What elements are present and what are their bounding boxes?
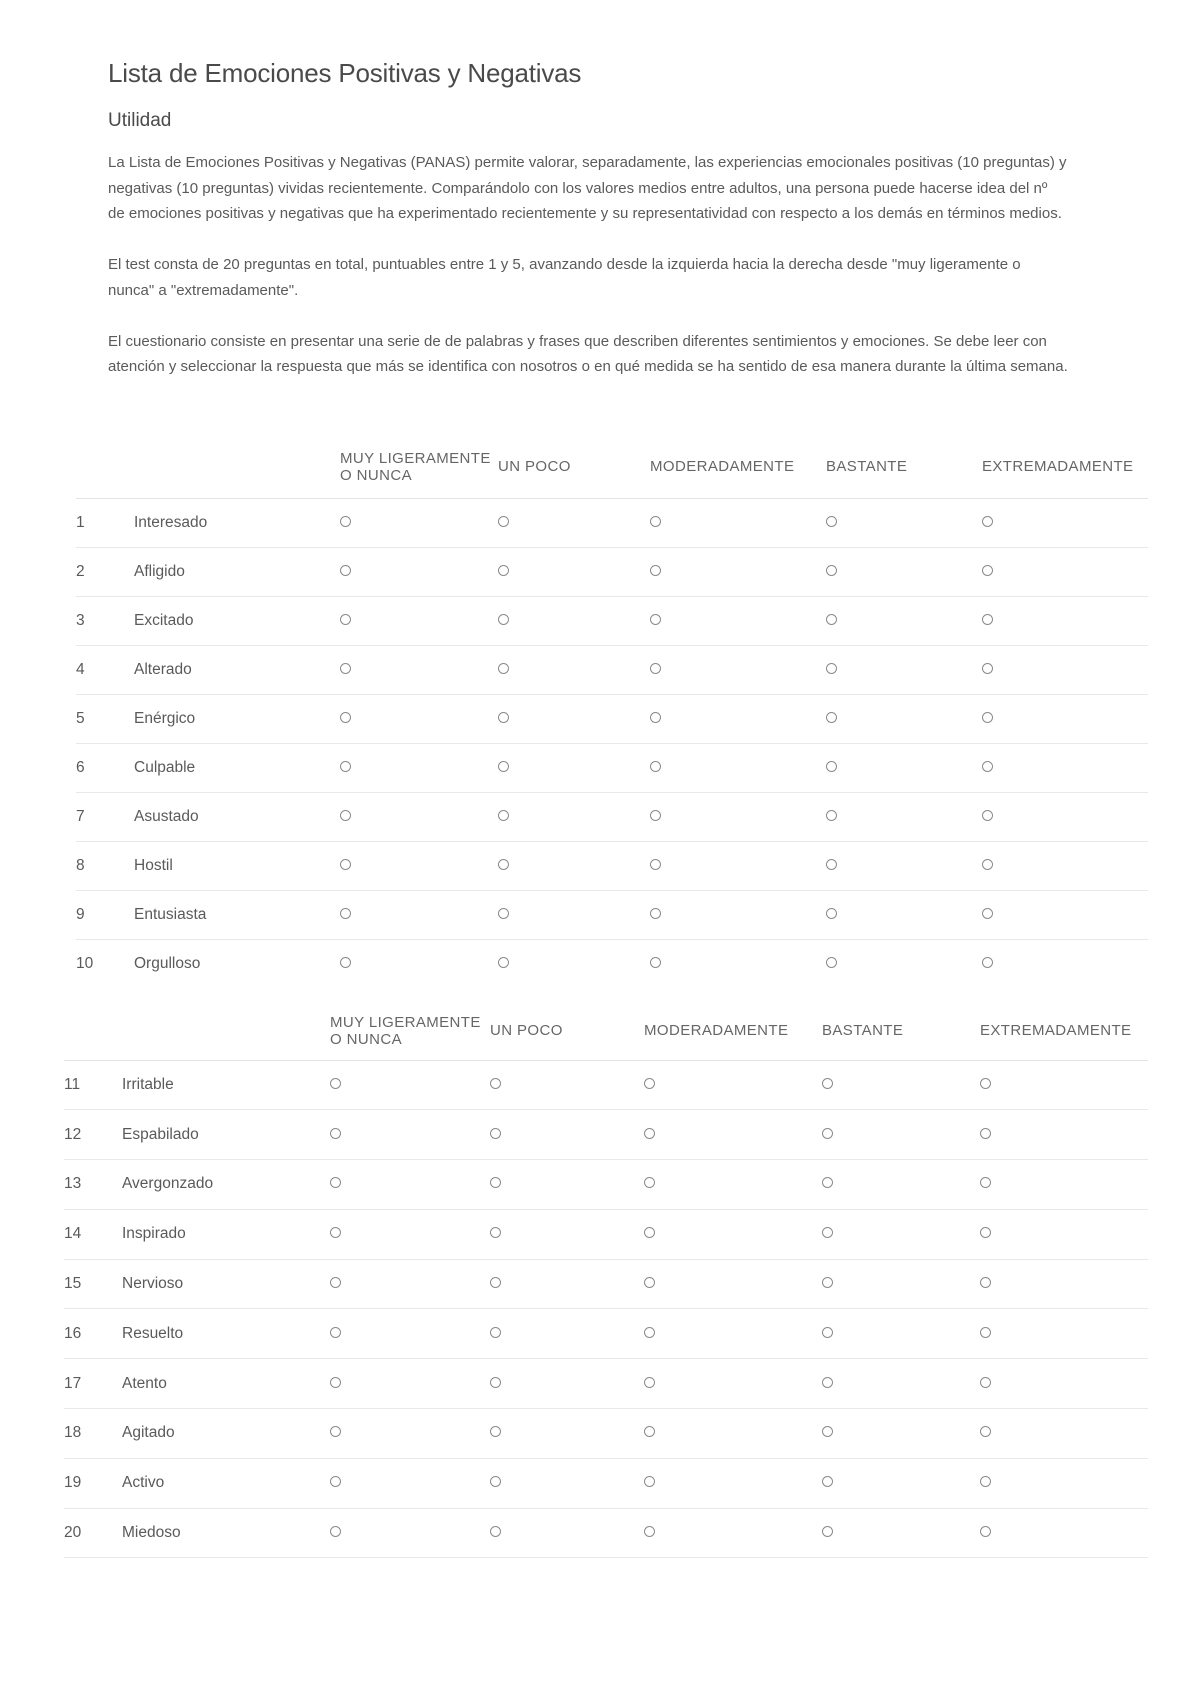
option-cell — [650, 694, 826, 743]
option-cell — [826, 498, 982, 547]
radio-option-3[interactable] — [644, 1327, 655, 1338]
radio-option-1[interactable] — [340, 859, 351, 870]
header-option-1: MUY LIGERAMENTE O NUNCA — [330, 1002, 490, 1060]
radio-option-4[interactable] — [826, 908, 837, 919]
option-cell — [644, 1409, 822, 1459]
radio-option-5[interactable] — [980, 1227, 991, 1238]
option-cell — [340, 743, 498, 792]
option-cell — [980, 1060, 1148, 1110]
table-row — [76, 743, 1148, 792]
option-cell — [980, 1409, 1148, 1459]
item-emotion-label: Alterado — [134, 645, 340, 694]
option-cell — [490, 1508, 644, 1558]
radio-option-2[interactable] — [498, 810, 509, 821]
radio-option-1[interactable] — [330, 1078, 341, 1089]
option-cell — [498, 792, 650, 841]
item-number: 1 — [76, 498, 134, 547]
radio-option-2[interactable] — [498, 712, 509, 723]
item-number: 7 — [76, 792, 134, 841]
radio-option-3[interactable] — [644, 1377, 655, 1388]
radio-option-2[interactable] — [498, 859, 509, 870]
table-row — [76, 694, 1148, 743]
option-cell — [982, 498, 1148, 547]
option-cell — [330, 1458, 490, 1508]
table-row — [76, 547, 1148, 596]
option-cell — [490, 1209, 644, 1259]
table-row — [76, 939, 1148, 988]
item-emotion-label: Avergonzado — [122, 1160, 330, 1210]
item-number: 14 — [64, 1209, 122, 1259]
option-cell — [650, 645, 826, 694]
option-cell — [822, 1508, 980, 1558]
table-row — [76, 645, 1148, 694]
option-cell — [340, 498, 498, 547]
radio-option-5[interactable] — [982, 663, 993, 674]
option-cell — [330, 1060, 490, 1110]
option-cell — [330, 1309, 490, 1359]
radio-option-2[interactable] — [498, 614, 509, 625]
option-cell — [650, 498, 826, 547]
item-emotion-label: Nervioso — [122, 1259, 330, 1309]
option-cell — [330, 1409, 490, 1459]
radio-option-2[interactable] — [490, 1327, 501, 1338]
table-row — [64, 1508, 1148, 1558]
item-number: 8 — [76, 841, 134, 890]
radio-option-4[interactable] — [822, 1426, 833, 1437]
header-option-3: MODERADAMENTE — [644, 1002, 822, 1060]
radio-option-1[interactable] — [340, 516, 351, 527]
option-cell — [644, 1060, 822, 1110]
radio-option-1[interactable] — [330, 1426, 341, 1437]
option-cell — [822, 1209, 980, 1259]
option-cell — [330, 1209, 490, 1259]
radio-option-5[interactable] — [982, 712, 993, 723]
radio-option-4[interactable] — [826, 810, 837, 821]
radio-option-2[interactable] — [490, 1277, 501, 1288]
table-header-row — [64, 1002, 1148, 1060]
option-cell — [498, 841, 650, 890]
option-cell — [490, 1458, 644, 1508]
item-emotion-label: Agitado — [122, 1409, 330, 1459]
option-cell — [330, 1359, 490, 1409]
radio-option-3[interactable] — [644, 1476, 655, 1487]
option-cell — [498, 694, 650, 743]
radio-option-3[interactable] — [650, 565, 661, 576]
item-emotion-label: Afligido — [134, 547, 340, 596]
radio-option-1[interactable] — [330, 1227, 341, 1238]
option-cell — [982, 890, 1148, 939]
item-number: 5 — [76, 694, 134, 743]
radio-option-5[interactable] — [980, 1526, 991, 1537]
option-cell — [982, 694, 1148, 743]
option-cell — [982, 939, 1148, 988]
header-option-2: UN POCO — [490, 1002, 644, 1060]
radio-option-1[interactable] — [330, 1476, 341, 1487]
page-title: Lista de Emociones Positivas y Negativas — [108, 58, 582, 88]
radio-option-5[interactable] — [982, 810, 993, 821]
table-row — [64, 1259, 1148, 1309]
radio-option-3[interactable] — [644, 1227, 655, 1238]
radio-option-3[interactable] — [650, 859, 661, 870]
option-cell — [650, 890, 826, 939]
radio-option-4[interactable] — [826, 957, 837, 968]
radio-option-3[interactable] — [650, 663, 661, 674]
radio-option-2[interactable] — [498, 565, 509, 576]
item-number: 16 — [64, 1309, 122, 1359]
radio-option-4[interactable] — [826, 663, 837, 674]
option-cell — [330, 1160, 490, 1210]
item-number: 12 — [64, 1110, 122, 1160]
option-cell — [822, 1259, 980, 1309]
option-cell — [650, 841, 826, 890]
radio-option-3[interactable] — [644, 1426, 655, 1437]
radio-option-3[interactable] — [644, 1526, 655, 1537]
radio-option-5[interactable] — [982, 908, 993, 919]
option-cell — [498, 939, 650, 988]
radio-option-3[interactable] — [650, 810, 661, 821]
table-row — [64, 1309, 1148, 1359]
radio-option-3[interactable] — [650, 712, 661, 723]
radio-option-5[interactable] — [982, 565, 993, 576]
item-emotion-label: Culpable — [134, 743, 340, 792]
radio-option-4[interactable] — [822, 1277, 833, 1288]
radio-option-1[interactable] — [330, 1277, 341, 1288]
radio-option-2[interactable] — [490, 1128, 501, 1139]
radio-option-1[interactable] — [330, 1526, 341, 1537]
option-cell — [340, 890, 498, 939]
radio-option-3[interactable] — [650, 761, 661, 772]
option-cell — [650, 596, 826, 645]
option-cell — [822, 1409, 980, 1459]
option-cell — [340, 841, 498, 890]
radio-option-1[interactable] — [340, 663, 351, 674]
radio-option-1[interactable] — [340, 614, 351, 625]
header-number — [76, 436, 134, 498]
radio-option-2[interactable] — [498, 761, 509, 772]
radio-option-5[interactable] — [980, 1277, 991, 1288]
radio-option-2[interactable] — [498, 908, 509, 919]
radio-option-1[interactable] — [330, 1128, 341, 1139]
item-number: 9 — [76, 890, 134, 939]
item-number: 20 — [64, 1508, 122, 1558]
radio-option-2[interactable] — [498, 957, 509, 968]
radio-option-2[interactable] — [498, 516, 509, 527]
table-row — [64, 1359, 1148, 1409]
option-cell — [644, 1160, 822, 1210]
option-cell — [330, 1508, 490, 1558]
item-number: 13 — [64, 1160, 122, 1210]
radio-option-3[interactable] — [644, 1128, 655, 1139]
option-cell — [498, 498, 650, 547]
radio-option-1[interactable] — [340, 712, 351, 723]
item-emotion-label: Atento — [122, 1359, 330, 1409]
radio-option-5[interactable] — [980, 1327, 991, 1338]
option-cell — [490, 1309, 644, 1359]
option-cell — [340, 645, 498, 694]
radio-option-1[interactable] — [330, 1377, 341, 1388]
radio-option-4[interactable] — [822, 1177, 833, 1188]
radio-option-2[interactable] — [490, 1476, 501, 1487]
table-row — [76, 792, 1148, 841]
radio-option-1[interactable] — [340, 565, 351, 576]
radio-option-1[interactable] — [330, 1177, 341, 1188]
table-row — [76, 498, 1148, 547]
radio-option-3[interactable] — [644, 1177, 655, 1188]
option-cell — [498, 743, 650, 792]
option-cell — [490, 1259, 644, 1309]
table-row — [64, 1110, 1148, 1160]
item-number: 10 — [76, 954, 94, 972]
header-option-5: EXTREMADAMENTE — [980, 1002, 1148, 1060]
panas-table-2 — [64, 1002, 1148, 1558]
radio-option-4[interactable] — [822, 1078, 833, 1089]
item-emotion-label: Asustado — [134, 792, 340, 841]
radio-option-1[interactable] — [340, 761, 351, 772]
radio-option-1[interactable] — [330, 1327, 341, 1338]
option-cell — [498, 890, 650, 939]
option-cell — [826, 596, 982, 645]
option-cell — [490, 1409, 644, 1459]
radio-option-4[interactable] — [822, 1327, 833, 1338]
option-cell — [822, 1458, 980, 1508]
option-cell — [982, 547, 1148, 596]
radio-option-4[interactable] — [826, 565, 837, 576]
item-emotion-label: Hostil — [134, 841, 340, 890]
option-cell — [980, 1359, 1148, 1409]
option-cell — [490, 1359, 644, 1409]
option-cell — [982, 645, 1148, 694]
radio-option-2[interactable] — [490, 1177, 501, 1188]
table-row — [76, 596, 1148, 645]
radio-option-5[interactable] — [980, 1377, 991, 1388]
header-emotion — [122, 1002, 330, 1060]
table-row — [64, 1060, 1148, 1110]
radio-option-2[interactable] — [498, 663, 509, 674]
option-cell — [822, 1160, 980, 1210]
radio-option-3[interactable] — [644, 1277, 655, 1288]
option-cell — [340, 694, 498, 743]
radio-option-2[interactable] — [490, 1426, 501, 1437]
item-emotion-label: Irritable — [122, 1060, 330, 1110]
option-cell — [498, 547, 650, 596]
option-cell — [340, 792, 498, 841]
table-row — [76, 841, 1148, 890]
option-cell — [980, 1259, 1148, 1309]
option-cell — [826, 743, 982, 792]
item-emotion-label: Resuelto — [122, 1309, 330, 1359]
option-cell — [982, 596, 1148, 645]
radio-option-3[interactable] — [650, 614, 661, 625]
table-row — [76, 890, 1148, 939]
option-cell — [826, 890, 982, 939]
item-number: 18 — [64, 1409, 122, 1459]
header-option-4: BASTANTE — [822, 1002, 980, 1060]
option-cell — [490, 1110, 644, 1160]
item-emotion-label: Excitado — [134, 596, 340, 645]
radio-option-4[interactable] — [822, 1377, 833, 1388]
option-cell — [498, 645, 650, 694]
header-option-2: UN POCO — [498, 436, 650, 498]
radio-option-4[interactable] — [826, 516, 837, 527]
table-row — [64, 1209, 1148, 1259]
option-cell — [822, 1110, 980, 1160]
radio-option-2[interactable] — [490, 1526, 501, 1537]
option-cell — [826, 645, 982, 694]
radio-option-2[interactable] — [490, 1078, 501, 1089]
option-cell — [650, 939, 826, 988]
option-cell — [644, 1209, 822, 1259]
item-emotion-label: Activo — [122, 1458, 330, 1508]
option-cell — [644, 1458, 822, 1508]
radio-option-5[interactable] — [982, 761, 993, 772]
item-emotion-label: Espabilado — [122, 1110, 330, 1160]
header-option-3: MODERADAMENTE — [650, 436, 826, 498]
radio-option-5[interactable] — [980, 1177, 991, 1188]
option-cell — [650, 743, 826, 792]
section-title-utilidad: Utilidad — [108, 110, 172, 131]
option-cell — [980, 1209, 1148, 1259]
radio-option-1[interactable] — [340, 810, 351, 821]
radio-option-4[interactable] — [826, 614, 837, 625]
radio-option-5[interactable] — [980, 1128, 991, 1139]
option-cell — [490, 1060, 644, 1110]
option-cell — [340, 939, 498, 988]
option-cell — [980, 1110, 1148, 1160]
option-cell — [330, 1110, 490, 1160]
table-row — [64, 1160, 1148, 1210]
option-cell — [826, 792, 982, 841]
option-cell — [644, 1359, 822, 1409]
radio-option-4[interactable] — [822, 1128, 833, 1139]
radio-option-4[interactable] — [822, 1526, 833, 1537]
item-emotion-label: Entusiasta — [134, 890, 340, 939]
option-cell — [980, 1508, 1148, 1558]
option-cell — [644, 1259, 822, 1309]
panas-table-1 — [76, 436, 1148, 988]
table-row — [64, 1458, 1148, 1508]
option-cell — [490, 1160, 644, 1210]
intro-paragraph-3: El cuestionario consiste en presentar una serie de de palabras y frases que describen diferentes sentimientos y emociones. Se debe leer con atención y seleccionar la respuesta que más se identifica con nosotros o en qué medida se ha sentido de esa manera durante la última semana. — [108, 332, 1068, 375]
radio-option-3[interactable] — [650, 908, 661, 919]
radio-option-5[interactable] — [982, 614, 993, 625]
option-cell — [822, 1359, 980, 1409]
item-number: 15 — [64, 1259, 122, 1309]
option-cell — [644, 1309, 822, 1359]
option-cell — [826, 547, 982, 596]
option-cell — [650, 547, 826, 596]
table-row — [64, 1409, 1148, 1459]
radio-option-5[interactable] — [980, 1426, 991, 1437]
item-emotion-label: Orgulloso — [134, 954, 201, 972]
option-cell — [340, 547, 498, 596]
item-number: 19 — [64, 1458, 122, 1508]
radio-option-3[interactable] — [650, 957, 661, 968]
option-cell — [826, 694, 982, 743]
option-cell — [330, 1259, 490, 1309]
option-cell — [982, 792, 1148, 841]
item-emotion-label: Interesado — [134, 498, 340, 547]
option-cell — [982, 743, 1148, 792]
radio-option-5[interactable] — [980, 1476, 991, 1487]
item-number: 3 — [76, 596, 134, 645]
header-emotion — [134, 436, 340, 498]
item-number: 17 — [64, 1359, 122, 1409]
option-cell — [826, 939, 982, 988]
option-cell — [980, 1458, 1148, 1508]
item-emotion-label: Miedoso — [122, 1508, 330, 1558]
intro-paragraph-2: El test consta de 20 preguntas en total, puntuables entre 1 y 5, avanzando desde la izquierda hacia la derecha desde "muy ligeramente o nunca" a "extremadamente". — [108, 256, 1021, 299]
item-number: 6 — [76, 743, 134, 792]
radio-option-4[interactable] — [822, 1227, 833, 1238]
header-number — [64, 1002, 122, 1060]
radio-option-4[interactable] — [822, 1476, 833, 1487]
radio-option-1[interactable] — [340, 908, 351, 919]
item-number: 11 — [64, 1060, 122, 1110]
item-emotion-label: Inspirado — [122, 1209, 330, 1259]
radio-option-3[interactable] — [650, 516, 661, 527]
option-cell — [644, 1110, 822, 1160]
item-number: 2 — [76, 547, 134, 596]
header-option-4: BASTANTE — [826, 436, 982, 498]
radio-option-3[interactable] — [644, 1078, 655, 1089]
radio-option-5[interactable] — [982, 859, 993, 870]
header-option-1: MUY LIGERAMENTE O NUNCA — [340, 436, 498, 498]
table-header-row — [76, 436, 1148, 498]
option-cell — [340, 596, 498, 645]
item-number: 4 — [76, 645, 134, 694]
radio-option-4[interactable] — [826, 712, 837, 723]
option-cell — [826, 841, 982, 890]
option-cell — [498, 596, 650, 645]
option-cell — [822, 1309, 980, 1359]
radio-option-4[interactable] — [826, 859, 837, 870]
radio-option-5[interactable] — [982, 516, 993, 527]
option-cell — [980, 1309, 1148, 1359]
radio-option-5[interactable] — [982, 957, 993, 968]
option-cell — [650, 792, 826, 841]
intro-text — [108, 150, 1068, 405]
radio-option-2[interactable] — [490, 1377, 501, 1388]
option-cell — [980, 1160, 1148, 1210]
option-cell — [644, 1508, 822, 1558]
radio-option-5[interactable] — [980, 1078, 991, 1089]
option-cell — [982, 841, 1148, 890]
radio-option-4[interactable] — [826, 761, 837, 772]
radio-option-2[interactable] — [490, 1227, 501, 1238]
intro-paragraph-1: La Lista de Emociones Positivas y Negativas (PANAS) permite valorar, separadamente, las experiencias emocionales positivas (10 preguntas) y negativas (10 preguntas) vividas recientemente. Comparándolo con los valores medios entre adultos, una persona puede hacerse idea del nº de emociones positivas y negativas que ha experimentado recientemente y su representatividad con respecto a los demás en términos medios. — [108, 154, 1067, 222]
radio-option-1[interactable] — [340, 957, 351, 968]
header-option-5: EXTREMADAMENTE — [982, 436, 1148, 498]
item-emotion-label: Enérgico — [134, 694, 340, 743]
option-cell — [822, 1060, 980, 1110]
